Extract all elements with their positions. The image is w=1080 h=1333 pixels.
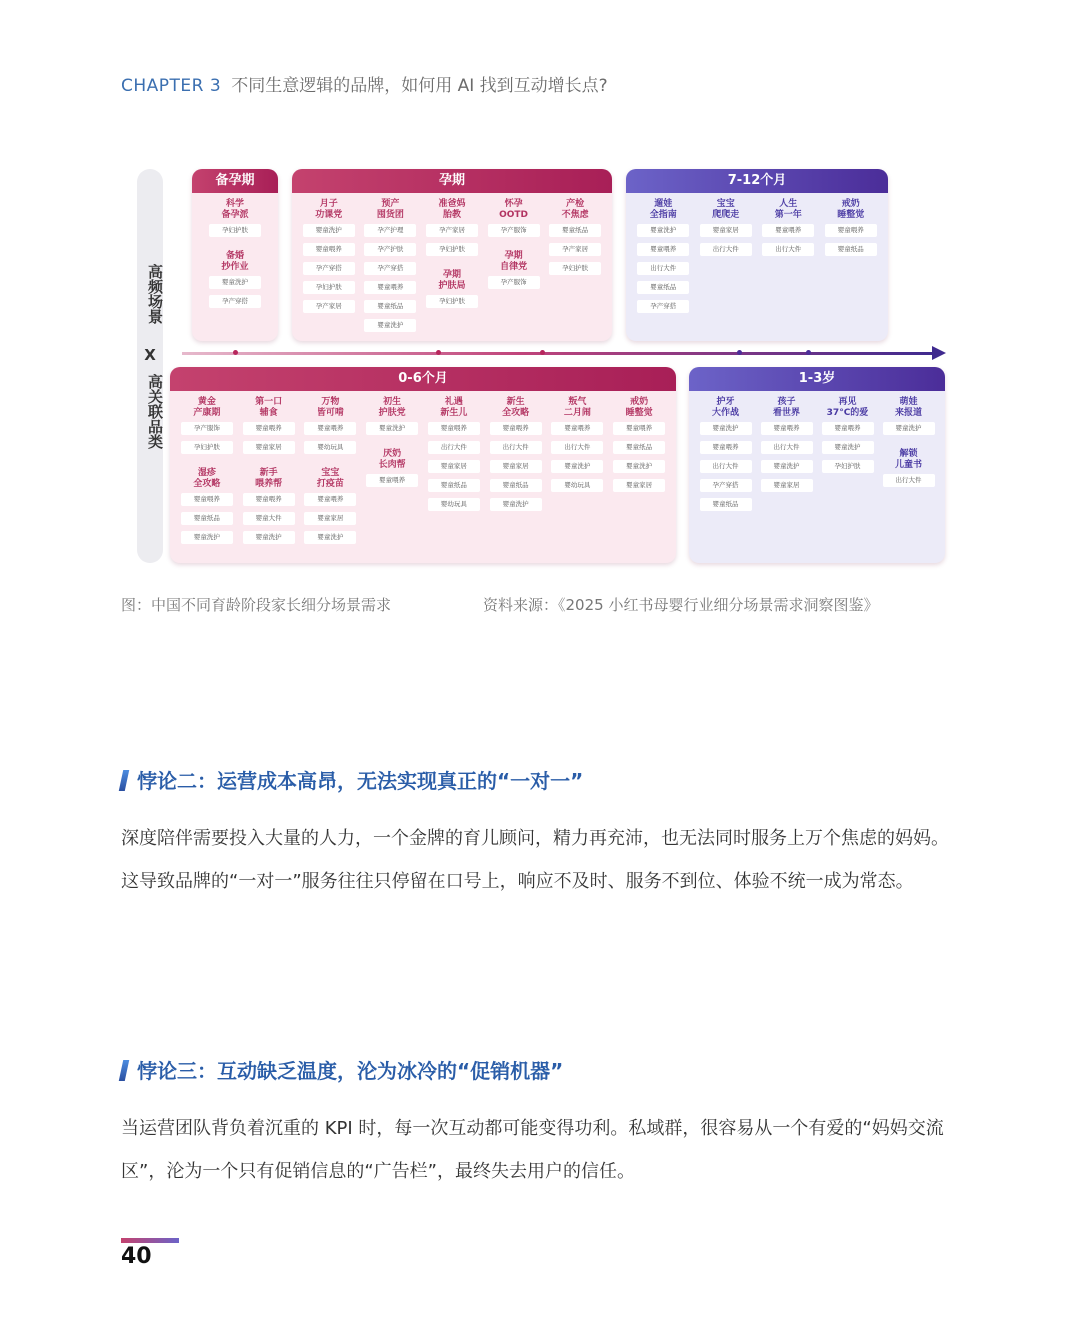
product-category-tag: 婴幼玩具 <box>551 479 603 492</box>
scene-category: 礼遇 新生儿 <box>440 397 468 418</box>
scene-column <box>301 197 357 338</box>
scene-category: 备婚 抄作业 <box>221 251 249 272</box>
stage-panel-m0-6 <box>170 367 676 563</box>
scene-category: 新生 全攻略 <box>502 397 530 418</box>
stage-panel-prep <box>192 169 278 341</box>
scene-category: 再见 37°C的爱 <box>826 397 869 418</box>
scene-category: 科学 备孕派 <box>221 199 249 220</box>
product-category-tag: 婴童喂养 <box>243 422 295 435</box>
product-category-tag: 出行大件 <box>428 441 480 454</box>
heading-bar-icon <box>119 1060 129 1081</box>
product-category-tag: 婴童喂养 <box>637 243 689 256</box>
product-category-tag: 婴童纸品 <box>364 300 416 313</box>
product-category-tag: 婴童喂养 <box>762 224 814 237</box>
product-category-tag: 婴童洗护 <box>883 422 935 435</box>
scene-column <box>698 395 754 517</box>
product-category-tag: 孕妇护肤 <box>549 262 601 275</box>
product-category-tag: 婴童喂养 <box>366 474 418 487</box>
product-category-tag: 婴童喂养 <box>761 422 813 435</box>
scene-category: 叛气 二月闹 <box>563 397 591 418</box>
product-category-tag: 婴童洗护 <box>700 422 752 435</box>
product-category-tag: 婴童家居 <box>428 460 480 473</box>
product-category-tag: 出行大件 <box>551 441 603 454</box>
scene-column <box>426 395 482 550</box>
product-category-tag: 婴童喂养 <box>822 422 874 435</box>
product-category-tag: 婴童洗护 <box>304 531 356 544</box>
scene-category: 新手 喂养帮 <box>255 468 283 489</box>
stage-title: 0-6个月 <box>170 367 676 391</box>
product-category-tag: 婴童洗护 <box>822 441 874 454</box>
product-category-tag: 婴童家居 <box>243 441 295 454</box>
scene-column <box>207 197 263 314</box>
product-category-tag: 婴童喂养 <box>304 422 356 435</box>
product-category-tag: 婴童纸品 <box>825 243 877 256</box>
chapter-label: CHAPTER 3 <box>121 76 222 96</box>
product-category-tag: 婴童家居 <box>761 479 813 492</box>
product-category-tag: 孕产护理 <box>364 224 416 237</box>
timeline-line <box>182 352 934 355</box>
product-category-tag: 婴童喂养 <box>700 441 752 454</box>
product-category-tag: 出行大件 <box>762 243 814 256</box>
product-category-tag: 孕产穿搭 <box>364 262 416 275</box>
product-category-tag: 婴童家居 <box>700 224 752 237</box>
product-category-tag: 婴童纸品 <box>549 224 601 237</box>
scene-column <box>488 395 544 550</box>
product-category-tag: 孕妇护肤 <box>426 295 478 308</box>
product-category-tag: 孕产穿搭 <box>303 262 355 275</box>
scene-category: 黄金 产康期 <box>193 397 221 418</box>
product-category-tag: 婴童喂养 <box>304 493 356 506</box>
scene-category: 月子 功课党 <box>315 199 343 220</box>
stage-title: 1-3岁 <box>689 367 945 391</box>
figure-caption: 图：中国不同育龄阶段家长细分场景需求 <box>121 596 392 614</box>
product-category-tag: 婴童洗护 <box>613 460 665 473</box>
product-category-tag: 婴童洗护 <box>303 224 355 237</box>
scene-columns <box>176 395 670 550</box>
scene-category: 孩子 看世界 <box>772 397 800 418</box>
scene-columns <box>298 197 606 338</box>
scene-category: 厌奶 长肉帮 <box>378 449 406 470</box>
product-category-tag: 婴幼玩具 <box>304 441 356 454</box>
chapter-header <box>121 71 608 96</box>
product-category-tag: 婴童喂养 <box>428 422 480 435</box>
product-category-tag: 孕产服饰 <box>181 422 233 435</box>
scene-category: 人生 第一年 <box>774 199 802 220</box>
product-category-tag: 孕产服饰 <box>488 276 540 289</box>
scene-category: 遛娃 全指南 <box>649 199 677 220</box>
section-body-paradox-2: 深度陪伴需要投入大量的人力，一个金牌的育儿顾问，精力再充沛，也无法同时服务上万个焦虑的妈妈。这导致品牌的“一对一”服务往往只停留在口号上，响应不及时、服务不到位、体验不统一成为常态。 <box>121 828 949 892</box>
product-category-tag: 婴童洗护 <box>181 531 233 544</box>
product-category-tag: 孕产家居 <box>303 300 355 313</box>
product-category-tag: 孕产服饰 <box>488 224 540 237</box>
product-category-tag: 婴童纸品 <box>613 441 665 454</box>
scene-category: 萌娃 来报道 <box>894 397 922 418</box>
product-category-tag: 婴童喂养 <box>364 281 416 294</box>
product-category-tag: 孕妇护肤 <box>822 460 874 473</box>
timeline-dot <box>806 350 811 355</box>
scene-category: 宝宝 爬爬走 <box>712 199 740 220</box>
scene-column <box>635 197 691 319</box>
product-category-tag: 婴童喂养 <box>825 224 877 237</box>
scene-category: 第一口 辅食 <box>255 397 283 418</box>
product-category-tag: 孕产穿搭 <box>209 295 261 308</box>
product-category-tag: 出行大件 <box>700 243 752 256</box>
product-category-tag: 婴童纸品 <box>637 281 689 294</box>
product-category-tag: 孕妇护肤 <box>303 281 355 294</box>
product-category-tag: 婴童洗护 <box>761 460 813 473</box>
product-category-tag: 婴童喂养 <box>551 422 603 435</box>
product-category-tag: 婴童洗护 <box>243 531 295 544</box>
product-category-tag: 婴童纸品 <box>490 479 542 492</box>
scene-column <box>241 395 297 550</box>
product-category-tag: 孕妇护肤 <box>209 224 261 237</box>
scene-category: 万物 皆可啃 <box>316 397 344 418</box>
page-number-bar <box>121 1238 179 1243</box>
scene-category: 产检 不焦虑 <box>561 199 589 220</box>
product-category-tag: 婴童喂养 <box>181 493 233 506</box>
product-category-tag: 出行大件 <box>637 262 689 275</box>
scene-category: 戒奶 睡整觉 <box>625 397 653 418</box>
chapter-title: 不同生意逻辑的品牌，如何用 AI 找到互动增长点? <box>231 76 608 96</box>
stage-title: 孕期 <box>292 169 612 193</box>
product-category-tag: 婴童洗护 <box>637 224 689 237</box>
scene-column <box>302 395 358 550</box>
scene-category: 戒奶 睡整觉 <box>837 199 865 220</box>
stage-title: 7-12个月 <box>626 169 888 193</box>
section-body-paradox-3: 当运营团队背负着沉重的 KPI 时，每一次互动都可能变得功利。私域群，很容易从一个有爱的“妈妈交流区”，沦为一个只有促销信息的“广告栏”，最终失去用户的信任。 <box>121 1118 944 1182</box>
scene-column <box>364 395 420 550</box>
timeline-dot <box>737 350 742 355</box>
product-category-tag: 婴童喂养 <box>613 422 665 435</box>
stage-panel-m7-12 <box>626 169 888 341</box>
scene-column <box>611 395 667 550</box>
axis-label-x: X <box>144 346 156 364</box>
product-category-tag: 婴幼玩具 <box>428 498 480 511</box>
scene-column <box>179 395 235 550</box>
section-heading-text: 悖论三：互动缺乏温度，沦为冰冷的“促销机器” <box>137 1059 564 1083</box>
scene-category: 孕期 自律党 <box>500 251 528 272</box>
scene-category: 预产 囤货团 <box>376 199 404 220</box>
scene-category: 怀孕 OOTD <box>499 199 529 220</box>
section-heading-text: 悖论二：运营成本高昂，无法实现真正的“一对一” <box>137 769 584 793</box>
stage-title: 备孕期 <box>192 169 278 193</box>
heading-bar-icon <box>119 770 129 791</box>
product-category-tag: 孕产穿搭 <box>700 479 752 492</box>
product-category-tag: 婴童洗护 <box>209 276 261 289</box>
scene-category: 准爸妈 胎教 <box>438 199 466 220</box>
timeline-arrow-icon <box>932 346 946 360</box>
product-category-tag: 婴童喂养 <box>303 243 355 256</box>
scene-column <box>760 197 816 319</box>
scene-demand-diagram <box>137 165 947 565</box>
product-category-tag: 婴童家居 <box>304 512 356 525</box>
product-category-tag: 孕产家居 <box>426 224 478 237</box>
figure-source: 资料来源：《2025 小红书母婴行业细分场景需求洞察图鉴》 <box>483 596 879 614</box>
product-category-tag: 婴童洗护 <box>366 422 418 435</box>
scene-column <box>424 197 480 338</box>
product-category-tag: 婴童洗护 <box>551 460 603 473</box>
section-heading-paradox-3 <box>121 1055 563 1084</box>
product-category-tag: 婴童洗护 <box>364 319 416 332</box>
axis-label-bottom: 高关联品类 <box>146 374 164 449</box>
scene-category: 孕期 护肤局 <box>438 270 466 291</box>
scene-category: 湿疹 全攻略 <box>193 468 221 489</box>
product-category-tag: 婴童纸品 <box>181 512 233 525</box>
product-category-tag: 出行大件 <box>883 474 935 487</box>
scene-columns <box>198 197 272 314</box>
scene-column <box>362 197 418 338</box>
scene-column <box>547 197 603 338</box>
product-category-tag: 婴童纸品 <box>428 479 480 492</box>
product-category-tag: 孕产护肤 <box>364 243 416 256</box>
scene-column <box>698 197 754 319</box>
product-category-tag: 婴童大件 <box>243 512 295 525</box>
scene-category: 初生 护肤党 <box>378 397 406 418</box>
product-category-tag: 出行大件 <box>761 441 813 454</box>
product-category-tag: 婴童喂养 <box>243 493 295 506</box>
product-category-tag: 婴童洗护 <box>490 498 542 511</box>
product-category-tag: 孕产家居 <box>549 243 601 256</box>
scene-column <box>820 395 876 517</box>
axis-label-top: 高频场景 <box>146 264 164 324</box>
scene-category: 宝宝 打疫苗 <box>316 468 344 489</box>
scene-column <box>881 395 937 517</box>
product-category-tag: 婴童喂养 <box>490 422 542 435</box>
scene-category: 护牙 大作战 <box>711 397 739 418</box>
scene-column <box>823 197 879 319</box>
scene-columns <box>695 395 939 517</box>
product-category-tag: 婴童纸品 <box>700 498 752 511</box>
scene-column <box>486 197 542 338</box>
product-category-tag: 出行大件 <box>490 441 542 454</box>
timeline-dot <box>233 350 238 355</box>
timeline-dot <box>540 350 545 355</box>
scene-column <box>549 395 605 550</box>
scene-columns <box>632 197 882 319</box>
product-category-tag: 婴童家居 <box>490 460 542 473</box>
stage-panel-pregnancy <box>292 169 612 341</box>
product-category-tag: 婴童家居 <box>613 479 665 492</box>
stage-panel-y1-3 <box>689 367 945 563</box>
product-category-tag: 孕产穿搭 <box>637 300 689 313</box>
product-category-tag: 孕妇护肤 <box>181 441 233 454</box>
scene-category: 解锁 儿童书 <box>894 449 922 470</box>
product-category-tag: 孕妇护肤 <box>426 243 478 256</box>
section-heading-paradox-2 <box>121 765 583 794</box>
timeline-dot <box>436 350 441 355</box>
page-number: 40 <box>121 1244 152 1269</box>
product-category-tag: 出行大件 <box>700 460 752 473</box>
axis-label <box>137 169 163 563</box>
scene-column <box>759 395 815 517</box>
